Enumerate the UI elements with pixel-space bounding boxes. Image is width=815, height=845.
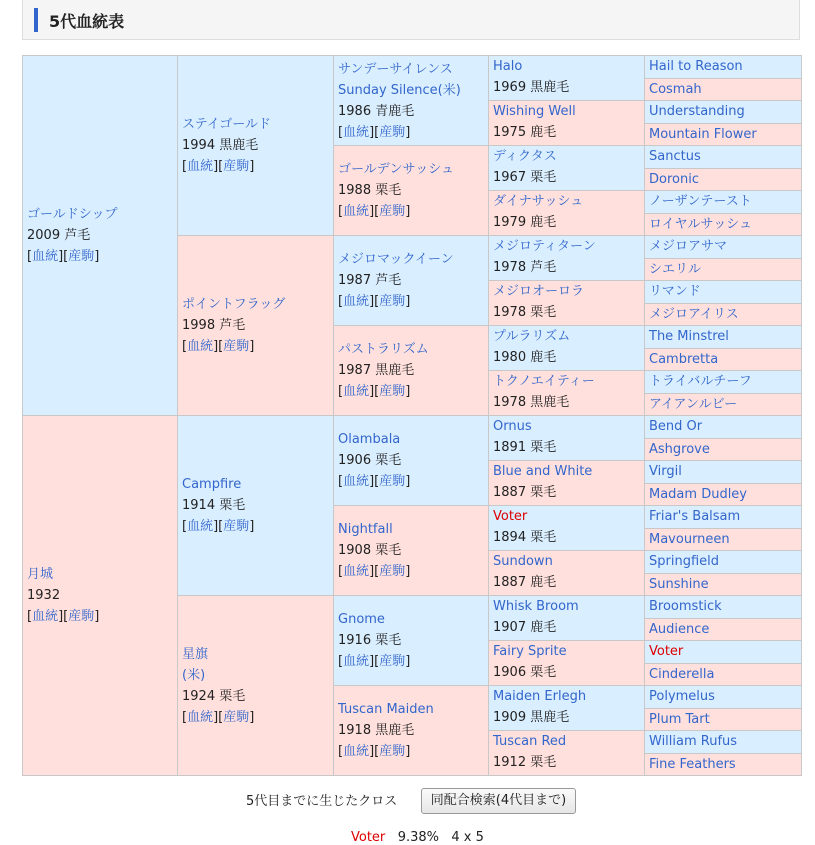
horse-link[interactable]: Ornus xyxy=(493,419,532,434)
gen5-cell xyxy=(645,258,802,281)
horse-link[interactable]: メジロティターン xyxy=(493,239,596,254)
horse-link[interactable]: Mountain Flower xyxy=(649,126,757,142)
horse-link-en[interactable]: Sunday Silence(米) xyxy=(338,82,461,98)
horse-year: 1914 栗毛 xyxy=(182,498,246,513)
horse-link[interactable]: ステイゴールド xyxy=(182,117,272,132)
horse-year: 1916 栗毛 xyxy=(338,633,402,648)
horse-year: 1987 黒鹿毛 xyxy=(338,363,415,378)
gen5-cell xyxy=(645,236,802,259)
cross-horse-link[interactable]: Voter xyxy=(351,830,386,845)
gen3-pedigree-link[interactable]: 血統 xyxy=(343,294,370,309)
horse-link[interactable]: ゴールドシップ xyxy=(27,207,118,222)
horse-link[interactable]: Doronic xyxy=(649,171,699,187)
gen3-pedigree-link[interactable]: 血統 xyxy=(343,204,370,219)
horse-link[interactable]: The Minstrel xyxy=(649,329,729,345)
gen1-progeny-link[interactable]: 産駒 xyxy=(68,249,95,264)
horse-year: 1978 栗毛 xyxy=(493,305,557,320)
gen5-cell xyxy=(645,731,802,754)
horse-link[interactable]: Friar's Balsam xyxy=(649,509,741,525)
gen3-pedigree-link[interactable]: 血統 xyxy=(343,744,370,759)
horse-year: 1994 黒鹿毛 xyxy=(182,138,259,153)
horse-link[interactable]: Tuscan Red xyxy=(493,734,567,749)
gen3-progeny-link[interactable]: 産駒 xyxy=(379,384,406,399)
horse-link[interactable]: ダイナサッシュ xyxy=(493,194,584,209)
gen3-progeny-link[interactable]: 産駒 xyxy=(379,474,406,489)
gen5-cell xyxy=(645,416,802,439)
horse-link[interactable]: Halo xyxy=(493,59,523,74)
same-mating-search-button[interactable]: 同配合検索(4代目まで) xyxy=(421,788,576,814)
gen1-pedigree-link[interactable]: 血統 xyxy=(32,609,59,624)
gen5-cell xyxy=(645,371,802,394)
horse-link[interactable]: Cinderella xyxy=(649,666,715,682)
cross-percentage: 9.38% xyxy=(397,830,439,845)
horse-link[interactable]: Sunshine xyxy=(649,576,709,592)
gen3-cell: Tuscan Maiden 1918 黒鹿毛 [血統][産駒] xyxy=(334,686,489,776)
gen3-progeny-link[interactable]: 産駒 xyxy=(379,124,406,140)
horse-link[interactable]: トクノエイティー xyxy=(493,374,595,389)
horse-link[interactable]: Sundown xyxy=(493,554,553,569)
horse-link[interactable]: Broomstick xyxy=(649,599,722,615)
gen1-cell: 月城 1932 [血統][産駒] xyxy=(23,416,178,776)
horse-year: 1908 栗毛 xyxy=(338,543,402,558)
gen4-cell xyxy=(489,281,645,326)
horse-year: 1906 栗毛 xyxy=(493,665,557,680)
gen4-cell xyxy=(489,146,645,191)
horse-link[interactable]: シエリル xyxy=(649,261,702,277)
horse-link[interactable]: ゴールデンサッシュ xyxy=(338,162,454,177)
horse-year: 1975 鹿毛 xyxy=(493,125,557,140)
horse-link[interactable]: Maiden Erlegh xyxy=(493,689,587,704)
gen5-cell xyxy=(645,753,802,776)
horse-link[interactable]: Nightfall xyxy=(338,522,393,537)
horse-link[interactable]: 月城 xyxy=(27,567,54,582)
horse-year: 1907 鹿毛 xyxy=(493,620,557,635)
horse-year: 1906 栗毛 xyxy=(338,453,402,468)
gen2-cell: ポイントフラッグ 1998 芦毛 [血統][産駒] xyxy=(178,236,334,416)
gen3-pedigree-link[interactable]: 血統 xyxy=(343,384,370,399)
gen3-pedigree-link[interactable]: 血統 xyxy=(343,564,370,579)
gen5-cell xyxy=(645,641,802,664)
horse-link[interactable]: Gnome xyxy=(338,612,385,627)
gen2-pedigree-link[interactable]: 血統 xyxy=(187,159,214,174)
horse-year: 1924 栗毛 xyxy=(182,688,246,704)
gen2-pedigree-link[interactable]: 血統 xyxy=(187,709,214,725)
header-accent-bar xyxy=(34,8,38,32)
gen5-cell xyxy=(645,213,802,236)
horse-year: 1986 青鹿毛 xyxy=(338,103,415,119)
gen3-cell: Olambala 1906 栗毛 [血統][産駒] xyxy=(334,416,489,506)
gen2-pedigree-link[interactable]: 血統 xyxy=(187,339,214,354)
horse-year: 1918 黒鹿毛 xyxy=(338,723,415,738)
horse-year: 1978 黒鹿毛 xyxy=(493,395,570,410)
horse-link[interactable]: Sanctus xyxy=(649,149,701,165)
horse-link[interactable]: パストラリズム xyxy=(338,342,429,357)
horse-link[interactable]: Whisk Broom xyxy=(493,599,579,614)
gen5-cell xyxy=(645,348,802,371)
gen5-cell xyxy=(645,123,802,146)
gen3-cell: メジロマックイーン 1987 芦毛 [血統][産駒] xyxy=(334,236,489,326)
horse-year: 1887 鹿毛 xyxy=(493,575,557,590)
gen2-progeny-link[interactable]: 産駒 xyxy=(223,709,250,725)
gen4-cell xyxy=(489,56,645,101)
horse-link[interactable]: Understanding xyxy=(649,104,745,120)
gen2-pedigree-link[interactable]: 血統 xyxy=(187,519,214,534)
horse-link[interactable]: Plum Tart xyxy=(649,711,710,727)
gen5-cell xyxy=(645,483,802,506)
gen5-cell xyxy=(645,461,802,484)
gen1-progeny-link[interactable]: 産駒 xyxy=(68,609,95,624)
horse-link[interactable]: Campfire xyxy=(182,477,242,492)
horse-link[interactable]: Virgil xyxy=(649,464,682,480)
gen4-cell xyxy=(489,416,645,461)
horse-link[interactable]: Tuscan Maiden xyxy=(338,702,434,717)
gen3-progeny-link[interactable]: 産駒 xyxy=(379,744,406,759)
section-header xyxy=(22,0,800,40)
horse-link[interactable]: Springfield xyxy=(649,554,720,570)
gen4-cell xyxy=(489,506,645,551)
horse-year: 1988 栗毛 xyxy=(338,183,402,198)
horse-link[interactable]: ロイヤルサッシュ xyxy=(649,216,752,232)
horse-year: 1980 鹿毛 xyxy=(493,350,557,365)
gen3-pedigree-link[interactable]: 血統 xyxy=(343,474,370,489)
gen4-cell xyxy=(489,641,645,686)
gen4-cell xyxy=(489,101,645,146)
horse-link[interactable]: Ashgrove xyxy=(649,441,710,457)
gen5-cell xyxy=(645,78,802,101)
horse-link[interactable]: Fairy Sprite xyxy=(493,644,567,659)
horse-year: 1909 黒鹿毛 xyxy=(493,710,570,725)
horse-link[interactable]: William Rufus xyxy=(649,734,738,750)
horse-link[interactable]: メジロアサマ xyxy=(649,239,728,255)
horse-year: 2009 芦毛 xyxy=(27,228,91,243)
horse-link[interactable]: Wishing Well xyxy=(493,104,576,119)
gen5-cell xyxy=(645,191,802,214)
horse-link[interactable]: リマンド xyxy=(649,284,701,300)
horse-link[interactable]: サンデーサイレンス xyxy=(338,61,453,77)
gen5-cell xyxy=(645,393,802,416)
gen4-cell xyxy=(489,371,645,416)
horse-link[interactable]: Madam Dudley xyxy=(649,486,748,502)
horse-link[interactable]: Blue and White xyxy=(493,464,593,479)
cross-generations: 4 x 5 xyxy=(451,830,484,845)
gen5-cell xyxy=(645,326,802,349)
gen2-progeny-link[interactable]: 産駒 xyxy=(223,339,250,354)
gen3-cell: Nightfall 1908 栗毛 [血統][産駒] xyxy=(334,506,489,596)
horse-link[interactable]: Polymelus xyxy=(649,689,715,705)
gen5-cell xyxy=(645,708,802,731)
gen3-progeny-link[interactable]: 産駒 xyxy=(379,564,406,579)
horse-year: 1987 芦毛 xyxy=(338,273,402,288)
page-title: 5代血統表 xyxy=(49,12,125,31)
gen5-cell xyxy=(645,56,802,79)
gen4-cell xyxy=(489,191,645,236)
horse-link[interactable]: 星旗 xyxy=(182,646,209,662)
horse-origin-link[interactable]: (米) xyxy=(182,667,206,683)
cross-label: 5代目までに生じたクロス xyxy=(246,794,398,809)
gen4-cell xyxy=(489,731,645,776)
gen4-cell xyxy=(489,236,645,281)
horse-link[interactable]: メジロマックイーン xyxy=(338,252,454,267)
horse-link[interactable]: Olambala xyxy=(338,432,401,447)
horse-year: 1979 鹿毛 xyxy=(493,215,557,230)
horse-link[interactable]: トライバルチーフ xyxy=(649,374,752,390)
horse-link[interactable]: Audience xyxy=(649,621,710,637)
horse-year: 1969 黒鹿毛 xyxy=(493,80,570,95)
horse-link[interactable]: メジロアイリス xyxy=(649,306,739,322)
gen2-progeny-link[interactable]: 産駒 xyxy=(223,519,250,534)
horse-link[interactable]: Fine Feathers xyxy=(649,756,736,772)
horse-year: 1894 栗毛 xyxy=(493,530,557,545)
gen3-cell: サンデーサイレンス Sunday Silence(米) 1986 青鹿毛 [血統][産駒] xyxy=(334,56,489,146)
gen2-cell: ステイゴールド 1994 黒鹿毛 [血統][産駒] xyxy=(178,56,334,236)
gen5-cell xyxy=(645,101,802,124)
gen5-cell xyxy=(645,438,802,461)
horse-link[interactable]: Cosmah xyxy=(649,81,702,97)
horse-link[interactable]: Mavourneen xyxy=(649,531,730,547)
horse-link[interactable]: プルラリズム xyxy=(493,329,571,344)
gen4-cell xyxy=(489,551,645,596)
horse-link[interactable]: ポイントフラッグ xyxy=(182,297,286,312)
horse-link[interactable]: Voter xyxy=(649,644,684,660)
gen5-cell xyxy=(645,506,802,529)
horse-link[interactable]: メジロオーロラ xyxy=(493,284,585,299)
gen4-cell xyxy=(489,596,645,641)
horse-link[interactable]: Voter xyxy=(493,509,528,524)
gen3-cell: Gnome 1916 栗毛 [血統][産駒] xyxy=(334,596,489,686)
horse-link[interactable]: ノーザンテースト xyxy=(649,194,752,210)
horse-year: 1912 栗毛 xyxy=(493,755,557,770)
gen4-cell xyxy=(489,686,645,731)
gen5-cell xyxy=(645,596,802,619)
gen4-cell xyxy=(489,326,645,371)
gen1-pedigree-link[interactable]: 血統 xyxy=(32,249,59,264)
gen5-cell xyxy=(645,686,802,709)
horse-year: 1978 芦毛 xyxy=(493,260,557,275)
gen5-cell xyxy=(645,573,802,596)
gen3-cell: パストラリズム 1987 黒鹿毛 [血統][産駒] xyxy=(334,326,489,416)
horse-year: 1967 栗毛 xyxy=(493,170,557,185)
horse-year: 1998 芦毛 xyxy=(182,318,246,333)
horse-link[interactable]: ディクタス xyxy=(493,149,557,164)
gen5-cell xyxy=(645,168,802,191)
gen2-cell: 星旗 (米) 1924 栗毛 [血統][産駒] xyxy=(178,596,334,776)
gen2-progeny-link[interactable]: 産駒 xyxy=(223,159,250,174)
horse-link[interactable]: Bend Or xyxy=(649,419,703,435)
gen5-cell xyxy=(645,551,802,574)
horse-link[interactable]: Hail to Reason xyxy=(649,59,743,75)
horse-year: 1891 栗毛 xyxy=(493,440,557,455)
horse-year: 1887 栗毛 xyxy=(493,485,557,500)
gen3-cell: ゴールデンサッシュ 1988 栗毛 [血統][産駒] xyxy=(334,146,489,236)
gen3-pedigree-link[interactable]: 血統 xyxy=(343,654,370,669)
gen5-cell xyxy=(645,663,802,686)
gen5-cell xyxy=(645,618,802,641)
gen2-cell: Campfire 1914 栗毛 [血統][産駒] xyxy=(178,416,334,596)
gen3-pedigree-link[interactable]: 血統 xyxy=(343,124,370,140)
gen5-cell xyxy=(645,281,802,304)
horse-year: 1932 xyxy=(27,588,61,603)
gen3-progeny-link[interactable]: 産駒 xyxy=(379,204,406,219)
gen3-progeny-link[interactable]: 産駒 xyxy=(379,654,406,669)
gen5-cell xyxy=(645,146,802,169)
pedigree-table xyxy=(22,55,802,776)
horse-link[interactable]: Cambretta xyxy=(649,351,719,367)
cross-result xyxy=(351,830,484,845)
gen4-cell xyxy=(489,461,645,506)
gen1-cell: ゴールドシップ 2009 芦毛 [血統][産駒] xyxy=(23,56,178,416)
gen5-cell xyxy=(645,528,802,551)
horse-link[interactable]: アイアンルビー xyxy=(649,396,738,412)
gen3-progeny-link[interactable]: 産駒 xyxy=(379,294,406,309)
gen5-cell xyxy=(645,303,802,326)
